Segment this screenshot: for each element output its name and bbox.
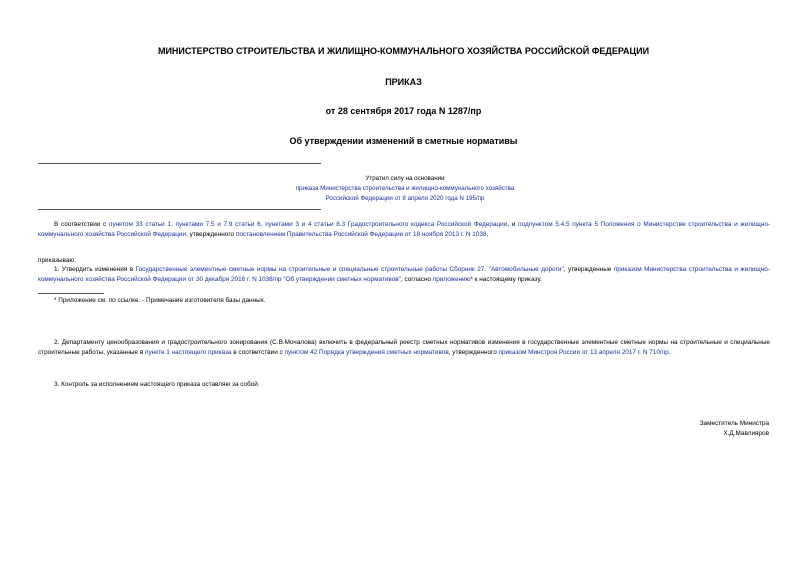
minstroy-order-link[interactable]: приказом Минстроя России от 13 апреля 2017 г. N 710/пр — [498, 349, 669, 356]
footnote-divider — [38, 293, 104, 294]
item-1-text: , утвержденные — [563, 266, 614, 273]
signatory-position: Заместитель Министра — [699, 420, 769, 427]
status-link-line-1[interactable]: приказа Министерства строительства и жилищно-коммунального хозяйства — [295, 185, 515, 192]
signatory-name: Х.Д.Мавлияров — [723, 430, 769, 437]
item-2-text: 2. Департаменту ценообразования и градостроительного зонирования (С.В.Мочалова) включить в федеральный реестр сметных нормативов изменения в государственные элементные сметные нормы на строительные и специальные строительные работы, указанные в — [38, 339, 770, 356]
item-2 — [38, 338, 770, 358]
order-word: приказываю: — [38, 257, 76, 264]
government-resolution-link[interactable]: постановлением Правительства Российской Федерации от 18 ноября 2013 г. N 1038 — [235, 231, 487, 238]
basis-paragraph — [38, 220, 770, 240]
estimate-norms-link[interactable]: Государственные элементные сметные нормы на строительные и специальные строительные работы Сборник 27. "Автомобильные дороги" — [135, 266, 564, 273]
item-1-text: * к настоящему приказу. — [470, 276, 542, 283]
appendix-link[interactable]: приложению — [432, 276, 471, 283]
status-line: Утратил силу на основании — [365, 175, 445, 182]
item-2-text: , утвержденного — [448, 349, 499, 356]
approval-procedure-link[interactable]: пунктом 42 Порядка утверждения сметных нормативов — [284, 349, 449, 356]
divider-bottom — [38, 209, 321, 210]
divider-top — [38, 163, 321, 164]
basis-text: , утвержденного — [186, 231, 236, 238]
basis-text: , — [486, 231, 489, 238]
basis-text: , и — [507, 221, 519, 228]
ministry-regulation-link[interactable]: подпунктом 5.4.5 пункта 5 Положения о Министерстве строительства и жилищно-коммунального хозяйства Российской Федерации — [38, 221, 770, 238]
item-2-text: . — [668, 349, 671, 356]
ministry-heading: МИНИСТЕРСТВО СТРОИТЕЛЬСТВА И ЖИЛИЩНО-КОММУНАЛЬНОГО ХОЗЯЙСТВА РОССИЙСКОЙ ФЕДЕРАЦИИ — [157, 46, 650, 56]
status-link-line-2[interactable]: Российской Федерации от 8 апреля 2020 года N 195/пр — [325, 195, 485, 202]
item-1-reference-link[interactable]: пункте 1 настоящего приказа — [145, 349, 232, 356]
document-date-number: от 28 сентября 2017 года N 1287/пр — [325, 106, 482, 116]
document-title: Об утверждении изменений в сметные нормативы — [289, 136, 518, 146]
document-type: ПРИКАЗ — [385, 77, 422, 87]
item-1-text: 1. Утвердить изменения в — [54, 266, 136, 273]
item-1 — [38, 265, 770, 285]
footnote: * Приложение см. по ссылке. - Примечание изготовителя базы данных. — [54, 297, 266, 304]
item-1-text: , согласно — [400, 276, 433, 283]
ministry-order-link[interactable]: приказом Министерства строительства и жилищно-коммунального хозяйства Российской Федерации от 30 декабря 2016 г. N 1038/пр "Об утверждении сметных нормативов" — [38, 266, 770, 283]
basis-text: В соответствии с — [54, 221, 109, 228]
item-3: 3. Контроль за исполнением настоящего приказа оставляю за собой. — [54, 381, 260, 388]
item-2-text: в соответствии с — [231, 349, 285, 356]
town-planning-code-link[interactable]: пунктом 33 статьи 1, пунктами 7.5 и 7.9 статьи 6, пунктами 3 и 4 статьи 8.3 Градостроительного кодекса Российской Федерации — [108, 221, 508, 228]
